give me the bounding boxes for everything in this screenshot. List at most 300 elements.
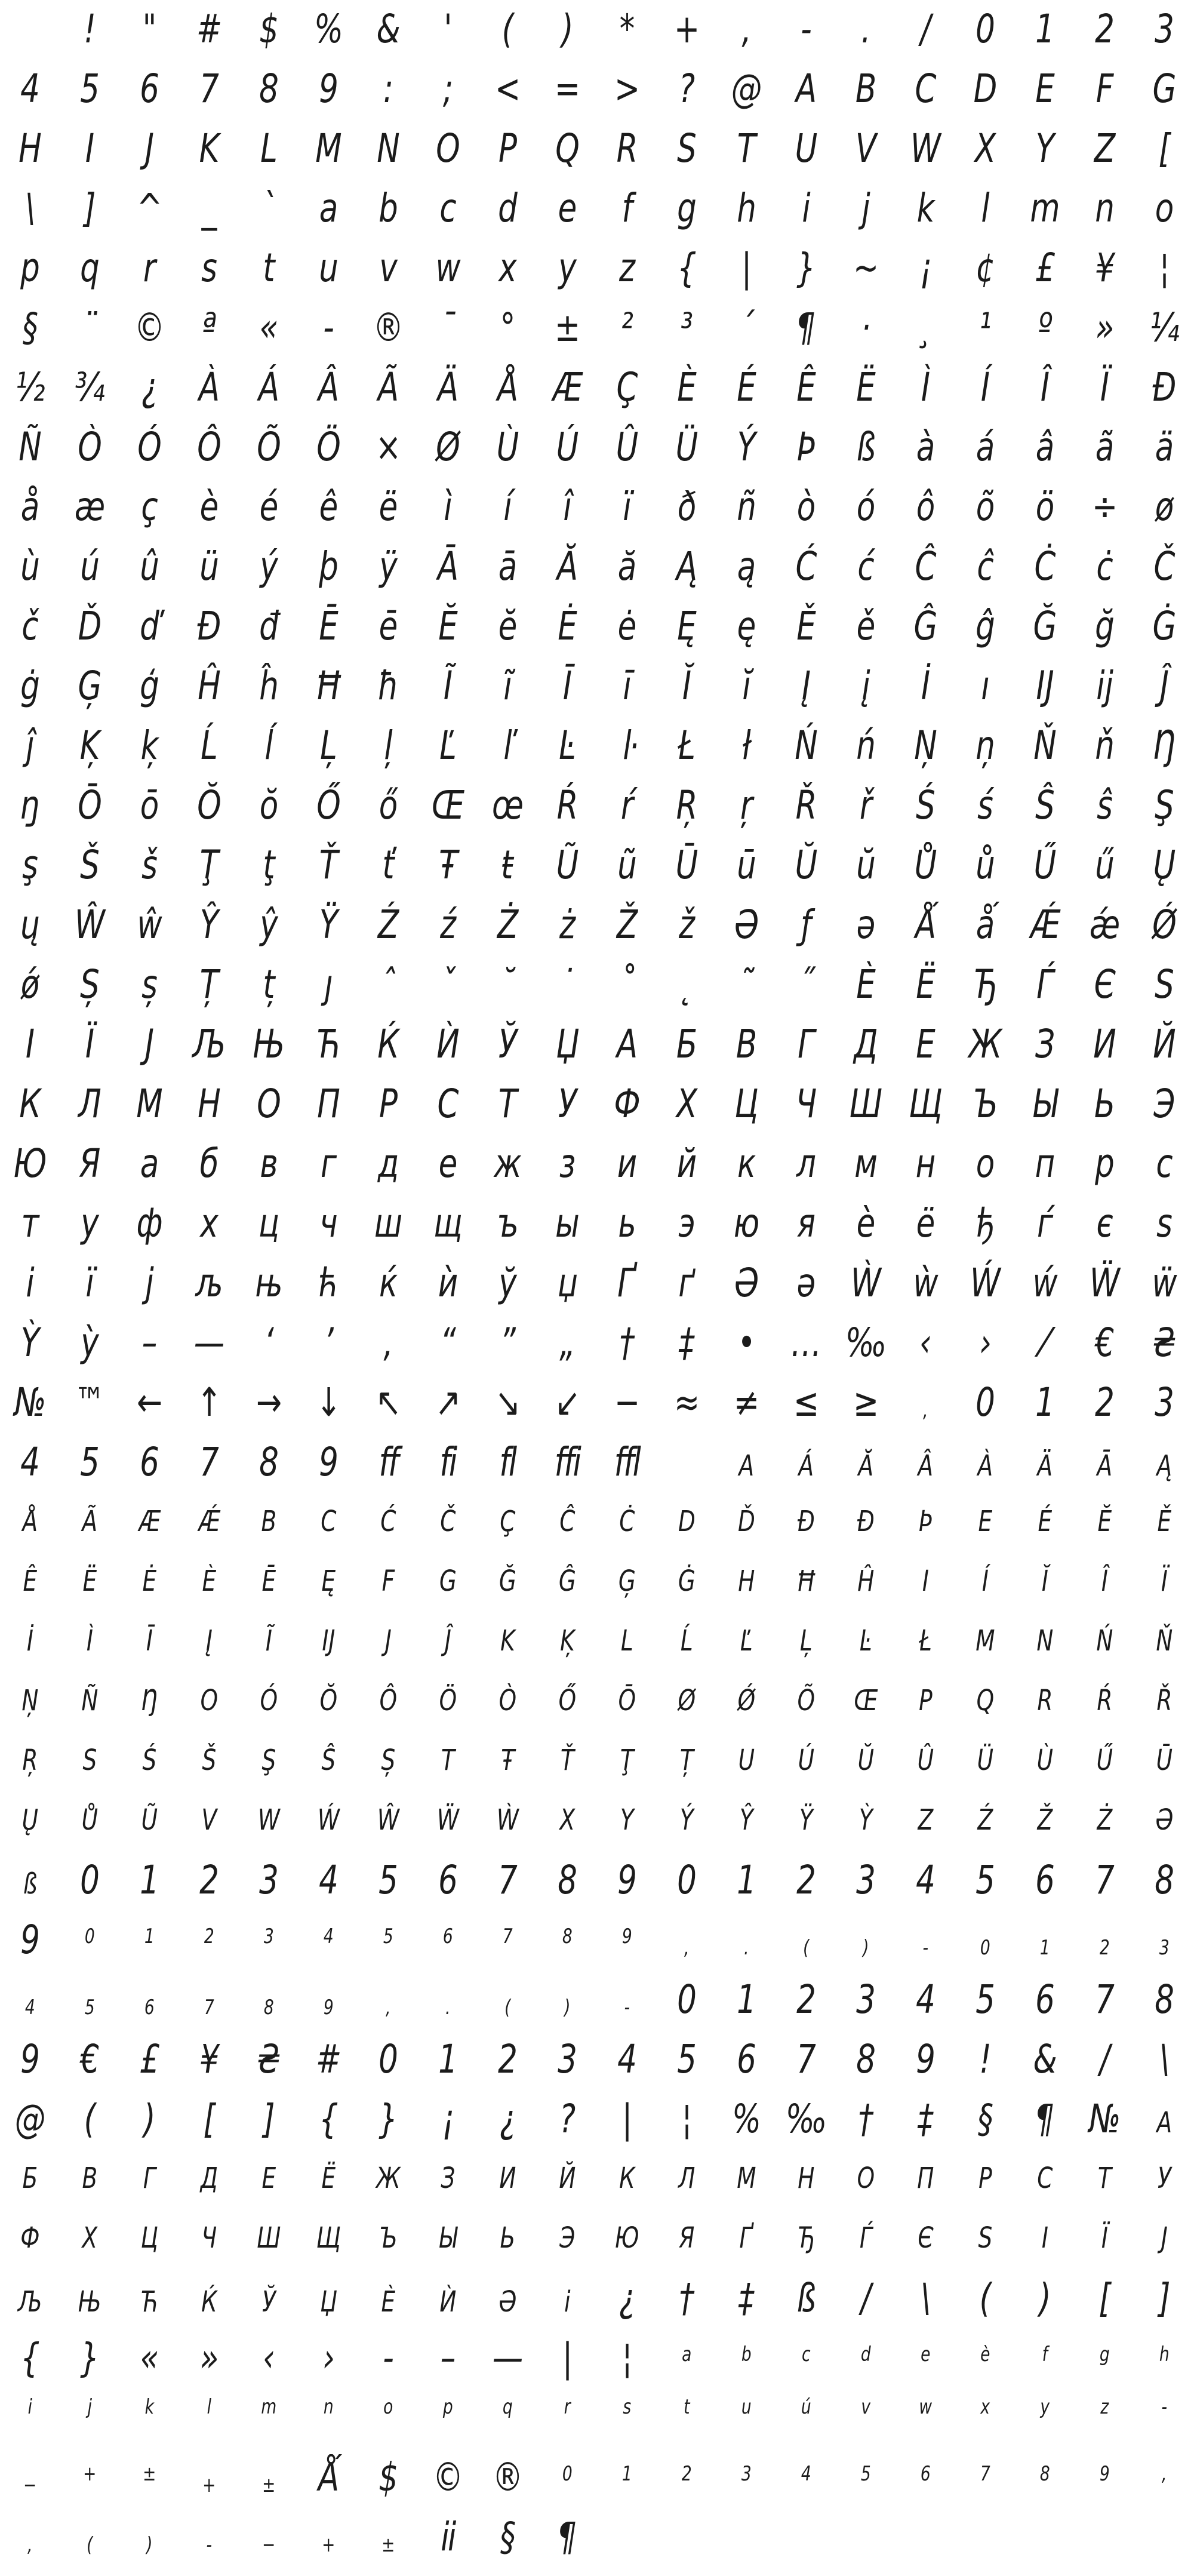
glyph-row-12	[0, 657, 1194, 717]
glyph-cell: ¨	[82, 305, 97, 351]
glyph-row-9	[0, 478, 1194, 537]
glyph-cell: ¶	[796, 305, 816, 351]
glyph-cell: Ŷ	[199, 902, 219, 948]
glyph-cell: ¢	[975, 245, 995, 291]
glyph-cell: ŗ	[740, 782, 753, 828]
glyph-cell: fl	[499, 1439, 516, 1485]
glyph-cell: Ș	[381, 1744, 395, 1777]
glyph-cell: h	[1159, 2343, 1170, 2366]
glyph-cell: /	[920, 6, 931, 52]
glyph-cell: ķ	[140, 723, 158, 769]
glyph-cell: Ž	[616, 902, 638, 948]
glyph-cell: М	[136, 1081, 162, 1127]
glyph-cell: ѕ	[1156, 1200, 1172, 1246]
glyph-cell: Ж	[968, 1021, 1002, 1067]
glyph-cell: £	[140, 2036, 159, 2082]
glyph-cell: Ё	[321, 2162, 336, 2195]
glyph-cell: 1	[144, 1925, 155, 1948]
glyph-cell: Ч	[795, 1081, 817, 1127]
glyph-cell: Є	[918, 2221, 933, 2255]
glyph-cell: ő	[378, 782, 398, 828]
glyph-cell: y	[1040, 2395, 1050, 2419]
glyph-cell: c	[801, 2343, 811, 2366]
glyph-cell: Ė	[558, 603, 577, 649]
glyph-cell: Ľ	[439, 723, 456, 769]
glyph-cell: S	[82, 1744, 97, 1777]
glyph-cell: Э	[559, 2221, 575, 2255]
glyph-cell: Ә	[734, 1260, 758, 1306]
glyph-cell: Í	[980, 364, 990, 410]
glyph-cell: ‰	[845, 1320, 887, 1366]
glyph-cell: Ŕ	[1097, 1684, 1112, 1717]
glyph-cell: Љ	[17, 2285, 42, 2319]
glyph-cell: *	[619, 6, 635, 52]
glyph-cell: P	[919, 1684, 932, 1717]
glyph-cell: N	[377, 125, 399, 171]
glyph-cell: Ō	[78, 782, 101, 828]
glyph-cell: ū	[737, 842, 756, 888]
glyph-cell: ø	[1155, 484, 1174, 530]
glyph-cell: Đ	[197, 603, 221, 649]
glyph-cell: ¦	[681, 2096, 692, 2142]
glyph-cell: E	[1035, 66, 1054, 112]
glyph-cell: Q	[555, 125, 579, 171]
glyph-cell: Ð	[1152, 364, 1176, 410]
glyph-cell: ѐ	[856, 1200, 875, 1246]
glyph-cell: –	[440, 2335, 456, 2381]
glyph-cell: M	[315, 125, 341, 171]
glyph-cell: $	[259, 6, 278, 52]
glyph-cell: i	[802, 185, 810, 231]
glyph-cell: Ū	[675, 842, 698, 888]
glyph-row-8	[0, 418, 1194, 478]
glyph-cell: Ũ	[141, 1803, 158, 1837]
glyph-cell: е	[438, 1141, 457, 1186]
glyph-cell: Ћ	[316, 1021, 340, 1067]
glyph-row-37	[0, 2150, 1194, 2209]
glyph-cell: ó	[856, 484, 875, 530]
glyph-cell: 2	[1095, 6, 1114, 52]
glyph-cell: ī	[623, 663, 631, 709]
glyph-cell: Ď	[737, 1505, 755, 1538]
glyph-cell: À	[198, 364, 220, 410]
glyph-cell: ų	[20, 902, 39, 948]
glyph-cell: ĭ	[742, 663, 750, 709]
glyph-cell: Õ	[797, 1684, 815, 1717]
glyph-cell: 4	[24, 1996, 35, 2019]
glyph-cell: Ą	[676, 543, 697, 589]
glyph-cell: â	[1035, 424, 1054, 470]
glyph-cell: e	[921, 2343, 930, 2366]
glyph-cell: Ģ	[78, 663, 101, 709]
glyph-cell: ≥	[853, 1379, 879, 1425]
glyph-cell: Y	[1035, 125, 1054, 171]
glyph-cell: Ц	[140, 2221, 158, 2255]
glyph-cell: М	[737, 2162, 756, 2195]
glyph-cell: 9	[20, 2036, 39, 2082]
glyph-cell: ¶	[1035, 2096, 1054, 2142]
glyph-cell: -	[624, 1996, 630, 2019]
glyph-cell: g	[1099, 2343, 1110, 2366]
glyph-cell: Ő	[558, 1684, 576, 1717]
glyph-cell: ,	[27, 2533, 32, 2557]
glyph-cell: Ѓ	[1036, 961, 1053, 1007]
glyph-cell: ?	[678, 66, 695, 112]
glyph-cell: ÿ	[379, 543, 397, 589]
glyph-row-22	[0, 1254, 1194, 1314]
glyph-cell: є	[1096, 1200, 1113, 1246]
glyph-cell: 0	[562, 2462, 573, 2486]
glyph-cell: ś	[977, 782, 993, 828]
glyph-cell: љ	[195, 1260, 223, 1306]
glyph-cell: 4	[801, 2462, 811, 2486]
glyph-cell: Ŕ	[556, 782, 578, 828]
glyph-cell: ŧ	[501, 842, 513, 888]
glyph-cell: -	[801, 6, 811, 52]
glyph-cell: U	[738, 1744, 755, 1777]
glyph-cell: s	[201, 245, 217, 291]
glyph-cell: Ű	[1033, 842, 1056, 888]
glyph-cell: <	[494, 66, 521, 112]
glyph-cell: ə	[856, 902, 875, 948]
glyph-cell: 4	[617, 2036, 636, 2082]
glyph-cell: 4	[20, 1439, 39, 1485]
glyph-cell: ;	[442, 66, 453, 112]
glyph-cell: /	[1099, 2036, 1110, 2082]
glyph-cell: Ų	[1153, 842, 1175, 888]
glyph-cell: ‚	[383, 1320, 393, 1366]
glyph-row-41	[0, 2389, 1194, 2448]
glyph-cell: Ć	[795, 543, 817, 589]
glyph-cell: Ŷ	[739, 1803, 753, 1837]
glyph-cell: ŋ	[20, 782, 39, 828]
glyph-cell: Ä	[437, 364, 458, 410]
glyph-cell: і	[564, 2285, 570, 2319]
glyph-cell: ą	[737, 543, 756, 589]
glyph-cell: Ç	[616, 364, 638, 410]
glyph-cell: ff	[378, 1439, 398, 1485]
glyph-cell: ĳ	[1096, 663, 1113, 709]
glyph-row-11	[0, 597, 1194, 657]
glyph-cell: ¡	[919, 245, 931, 291]
glyph-cell: ↙	[554, 1379, 580, 1425]
glyph-cell: É	[1038, 1505, 1052, 1538]
glyph-cell: 4	[319, 1857, 338, 1903]
glyph-cell: J	[144, 125, 154, 171]
glyph-cell: Ě	[1157, 1505, 1171, 1538]
glyph-row-19	[0, 1075, 1194, 1135]
glyph-cell: Ą	[1156, 1449, 1172, 1483]
glyph-cell: ē	[378, 603, 398, 649]
glyph-cell: 1	[140, 1857, 159, 1903]
glyph-row-34	[0, 1971, 1194, 2030]
glyph-cell: ˚	[619, 961, 635, 1007]
glyph-cell: 0	[378, 2036, 398, 2082]
glyph-cell: T	[737, 125, 756, 171]
glyph-cell: Ó	[137, 424, 161, 470]
glyph-cell: Ň	[1156, 1624, 1173, 1658]
glyph-cell: ċ	[1096, 543, 1113, 589]
glyph-cell: Ø	[436, 424, 460, 470]
glyph-cell: -	[323, 305, 334, 351]
glyph-cell: Щ	[316, 2221, 341, 2255]
glyph-cell: Â	[318, 364, 339, 410]
glyph-cell: 2	[1099, 1936, 1110, 1960]
glyph-row-33	[0, 1911, 1194, 1971]
glyph-cell: І	[1041, 2221, 1048, 2255]
glyph-cell: °	[500, 305, 515, 351]
glyph-cell: п	[1035, 1141, 1055, 1186]
glyph-cell: O	[436, 125, 460, 171]
glyph-cell: Ā	[1097, 1449, 1112, 1483]
glyph-cell: [	[1158, 125, 1170, 171]
glyph-cell: Ù	[1036, 1744, 1053, 1777]
glyph-cell: Щ	[909, 1081, 942, 1127]
glyph-cell: Ý	[679, 1803, 694, 1837]
glyph-cell: Ǻ	[915, 902, 936, 948]
glyph-cell: Á	[258, 364, 279, 410]
glyph-row-30	[0, 1732, 1194, 1791]
glyph-cell: ё	[916, 1200, 935, 1246]
glyph-cell: €	[80, 2036, 99, 2082]
glyph-cell: Ř	[795, 782, 817, 828]
glyph-row-24	[0, 1373, 1194, 1433]
glyph-cell: Ŀ	[559, 723, 576, 769]
glyph-cell: a	[319, 185, 338, 231]
glyph-cell: 4	[916, 1857, 935, 1903]
glyph-cell: Ō	[618, 1684, 636, 1717]
glyph-cell: «	[259, 305, 278, 351]
glyph-cell: ·	[861, 305, 870, 351]
glyph-cell: ќ	[378, 1260, 398, 1306]
glyph-cell: ę	[737, 603, 756, 649]
glyph-cell: K	[500, 1624, 515, 1658]
glyph-cell: И	[1093, 1021, 1116, 1067]
glyph-cell: ˜	[738, 961, 754, 1007]
glyph-cell: Ē	[319, 603, 338, 649]
glyph-cell: 5	[975, 1976, 995, 2022]
glyph-cell: Ô	[197, 424, 221, 470]
glyph-cell: ™	[74, 1379, 105, 1425]
glyph-cell: Б	[22, 2162, 38, 2195]
glyph-cell: ț	[263, 961, 275, 1007]
glyph-cell: Ų	[21, 1803, 38, 1837]
glyph-cell: ǽ	[1089, 902, 1120, 948]
glyph-cell: ]	[84, 185, 96, 231]
glyph-cell: Ĩ	[265, 1624, 272, 1658]
glyph-cell: É	[737, 364, 756, 410]
glyph-cell: $	[378, 2454, 398, 2500]
glyph-cell: ÷	[1091, 484, 1118, 530]
glyph-cell: -	[383, 2335, 393, 2381]
glyph-cell: Ċ	[1034, 543, 1055, 589]
glyph-cell: ħ	[377, 663, 399, 709]
glyph-cell: Z	[918, 1803, 933, 1837]
glyph-cell: 4	[20, 66, 39, 112]
glyph-cell: Ê	[796, 364, 816, 410]
glyph-cell: #	[315, 2036, 341, 2082]
glyph-cell: 6	[1035, 1976, 1054, 2022]
glyph-cell: Ẁ	[496, 1803, 519, 1837]
glyph-cell: õ	[975, 484, 995, 530]
glyph-cell: Û	[616, 424, 638, 470]
glyph-cell: ẃ	[1032, 1260, 1057, 1306]
glyph-cell: D	[678, 1505, 696, 1538]
glyph-cell: ‘	[264, 1320, 273, 1366]
glyph-cell: Ś	[142, 1744, 156, 1777]
glyph-cell: Ö	[439, 1684, 457, 1717]
glyph-cell: А	[1156, 2106, 1172, 2140]
glyph-cell: Г	[143, 2162, 156, 2195]
glyph-cell: 3	[856, 1976, 875, 2022]
glyph-cell: B	[855, 66, 876, 112]
glyph-cell: fi	[439, 1439, 456, 1485]
glyph-cell: Ģ	[618, 1564, 636, 1598]
glyph-cell: Ĝ	[558, 1564, 576, 1598]
glyph-cell: в	[260, 1141, 278, 1186]
glyph-cell: 3	[259, 1857, 278, 1903]
glyph-cell: ¥	[199, 2036, 219, 2082]
glyph-cell: Ļ	[799, 1624, 813, 1658]
glyph-cell: Ü	[977, 1744, 993, 1777]
glyph-cell: ĝ	[975, 603, 995, 649]
glyph-cell: ≤	[793, 1379, 819, 1425]
glyph-cell: [	[1098, 2275, 1110, 2321]
glyph-cell: ‡	[679, 1320, 694, 1366]
glyph-cell: p	[442, 2395, 453, 2419]
glyph-cell: \	[1159, 2036, 1170, 2082]
glyph-cell: ¦	[1159, 245, 1170, 291]
glyph-cell: l	[207, 2395, 211, 2419]
glyph-cell: Ẃ	[317, 1803, 340, 1837]
glyph-cell: G	[439, 1564, 457, 1598]
glyph-row-25	[0, 1433, 1194, 1493]
glyph-cell: Î	[1101, 1564, 1108, 1598]
glyph-cell: 0	[677, 1857, 696, 1903]
glyph-cell: M	[975, 1624, 995, 1658]
glyph-cell: ¥	[1095, 245, 1114, 291]
glyph-cell: –	[141, 1320, 157, 1366]
glyph-cell: г	[320, 1141, 337, 1186]
glyph-cell: Ź	[977, 1803, 993, 1837]
glyph-cell: 6	[737, 2036, 756, 2082]
glyph-cell: Ŋ	[1153, 723, 1175, 769]
glyph-cell: Ĵ	[444, 1624, 451, 1658]
glyph-cell: Š	[80, 842, 99, 888]
glyph-cell: Љ	[192, 1021, 226, 1067]
glyph-cell: ≠	[733, 1379, 759, 1425]
glyph-cell: 2	[796, 1857, 816, 1903]
glyph-cell: ẅ	[1152, 1260, 1177, 1306]
glyph-cell: ћ	[318, 1260, 338, 1306]
glyph-cell: ©	[432, 2454, 463, 2500]
glyph-cell: Ã	[377, 364, 399, 410]
glyph-cell: ú	[80, 543, 99, 589]
glyph-cell: ²	[621, 305, 633, 351]
glyph-cell: Ŭ	[795, 842, 817, 888]
glyph-cell: Ī	[146, 1624, 153, 1658]
glyph-cell: Ħ	[314, 663, 343, 709]
glyph-cell: w	[919, 2395, 932, 2419]
glyph-cell: 6	[144, 1996, 155, 2019]
glyph-cell: 6	[140, 1439, 159, 1485]
glyph-cell: »	[1095, 305, 1114, 351]
glyph-cell: Þ	[796, 424, 816, 470]
glyph-row-38	[0, 2209, 1194, 2269]
glyph-cell: Ї	[85, 1021, 94, 1067]
glyph-cell: Ļ	[320, 723, 337, 769]
glyph-cell: Ѝ	[439, 2285, 456, 2319]
glyph-cell: 2	[204, 1925, 214, 1948]
glyph-cell: Ï	[1161, 1564, 1168, 1598]
glyph-cell: ỳ	[81, 1320, 99, 1366]
glyph-cell: Ū	[1156, 1744, 1173, 1777]
glyph-cell: В	[82, 2162, 97, 2195]
glyph-cell: Æ	[139, 1505, 160, 1538]
glyph-cell: +	[83, 2462, 96, 2486]
glyph-cell: Ĳ	[1036, 663, 1054, 709]
glyph-cell: В	[736, 1021, 757, 1067]
glyph-cell: Ñ	[19, 424, 41, 470]
glyph-cell: ź	[439, 902, 456, 948]
glyph-cell: Ī	[562, 663, 572, 709]
glyph-cell: Î	[1040, 364, 1050, 410]
glyph-cell: 5	[383, 1925, 393, 1948]
glyph-cell: C	[321, 1505, 336, 1538]
glyph-cell: ₴	[1152, 1320, 1176, 1366]
glyph-cell: §	[977, 2096, 993, 2142]
glyph-cell: ù	[20, 543, 39, 589]
glyph-cell: 4	[323, 1925, 334, 1948]
glyph-cell: ®	[373, 305, 404, 351]
glyph-cell: ,	[684, 1936, 689, 1960]
glyph-cell: Ć	[380, 1505, 396, 1538]
glyph-cell: Ъ	[973, 1081, 998, 1127]
glyph-cell: Ș	[80, 961, 99, 1007]
glyph-row-32	[0, 1851, 1194, 1911]
glyph-cell: ď	[140, 603, 159, 649]
glyph-cell: İ	[921, 663, 930, 709]
glyph-row-27	[0, 1553, 1194, 1612]
glyph-cell: ŀ	[623, 723, 631, 769]
glyph-cell: ©	[134, 305, 165, 351]
glyph-cell: Л	[678, 2162, 695, 2195]
glyph-cell: ë	[378, 484, 398, 530]
glyph-cell: Ë	[856, 364, 875, 410]
glyph-cell: C	[915, 66, 936, 112]
glyph-cell: ґ	[678, 1260, 695, 1306]
glyph-cell: ~	[853, 245, 879, 291]
glyph-cell: å	[20, 484, 39, 530]
glyph-cell: %	[732, 2096, 761, 2142]
glyph-cell: Є	[1094, 961, 1115, 1007]
glyph-cell: д	[377, 1141, 399, 1186]
glyph-cell: Ѝ	[436, 1021, 459, 1067]
glyph-cell: æ	[74, 484, 105, 530]
glyph-cell: k	[916, 185, 934, 231]
glyph-cell: ‡	[738, 2275, 754, 2321]
glyph-cell: Ě	[796, 603, 816, 649]
glyph-cell: 8	[1155, 1976, 1174, 2022]
glyph-cell: …	[790, 1320, 821, 1366]
glyph-cell: ѓ	[1036, 1200, 1053, 1246]
glyph-cell: Ů	[81, 1803, 98, 1837]
glyph-cell: .	[861, 6, 870, 52]
glyph-cell: ò	[796, 484, 816, 530]
glyph-cell: Ĩ	[443, 663, 453, 709]
glyph-cell: Ã	[82, 1505, 97, 1538]
glyph-cell: Ŋ	[141, 1684, 158, 1717]
